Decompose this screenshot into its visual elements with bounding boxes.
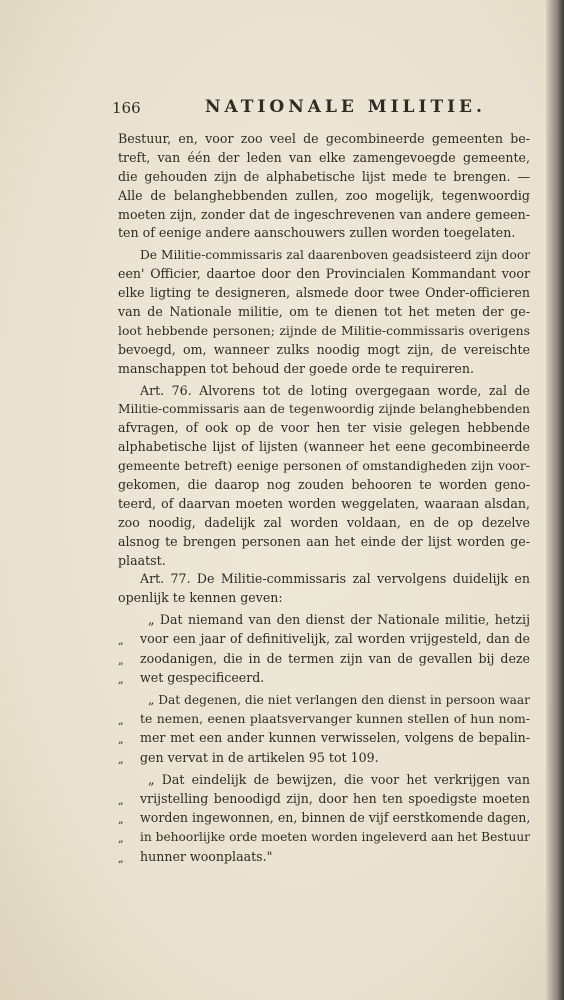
quote-mark: „ — [118, 793, 124, 807]
text-line: Alle de belanghebbenden zullen, zoo mogelijk, tegenwoordig — [118, 187, 530, 203]
text-line: afvragen, of ook op de voor hen ter visie gelegen hebbende — [118, 420, 530, 436]
quote-mark: „ — [118, 752, 124, 766]
text-line: „ Dat eindelijk de bewijzen, die voor het verkrijgen van — [148, 771, 530, 787]
quoted-clause — [118, 771, 530, 867]
text-line: „ mer met een ander kunnen verwisselen, volgens de bepalin- — [118, 729, 530, 748]
quoted-clause — [118, 611, 530, 688]
text-line: „ zoodanigen, die in de termen zijn van de gevallen bij deze — [118, 650, 530, 669]
text-line: teerd, of daarvan moeten worden weggelaten, waaraan alsdan, — [118, 495, 530, 511]
text-line: een' Officier, daartoe door den Provincialen Kommandant voor — [118, 266, 530, 282]
text-line: bevoegd, om, wanneer zulks noodig mogt zijn, de vereischte — [118, 341, 530, 357]
text-line: van de Nationale militie, om te dienen tot het meten der ge- — [118, 304, 530, 320]
text-line: openlijk te kennen geven: — [118, 590, 283, 606]
text-line: „ gen vervat in de artikelen 95 tot 109. — [118, 749, 530, 768]
quote-mark: „ — [118, 653, 124, 667]
text-line: „ hunner woonplaats." — [118, 848, 530, 867]
text-line: Bestuur, en, voor zoo veel de gecombineerde gemeenten be- — [118, 131, 530, 146]
body-text — [118, 130, 530, 867]
text-line: „ te nemen, eenen plaatsvervanger kunnen stellen of hun nom- — [118, 710, 530, 729]
text-line: alphabetische lijst of lijsten (wanneer het eene gecombineerde — [118, 439, 530, 455]
text-line: zoo noodig, dadelijk zal worden voldaan, en de op dezelve — [118, 514, 530, 530]
book-spine-shadow — [546, 0, 564, 1000]
quote-mark: „ — [118, 672, 124, 686]
quote-mark: „ — [118, 634, 124, 648]
text-line: plaatst. — [118, 552, 166, 568]
quote-mark: „ — [118, 714, 124, 728]
text-line: die gehouden zijn de alphabetische lijst mede te brengen. — — [118, 168, 530, 184]
text-line: „ vrijstelling benoodigd zijn, door hen ten spoedigste moeten — [118, 790, 530, 809]
text-line: treft, van één der leden van elke zamengevoegde gemeente, — [118, 149, 530, 165]
quoted-clause — [118, 691, 530, 768]
quote-mark: „ — [118, 733, 124, 747]
text-line: De Militie-commissaris zal daarenboven geadsisteerd zijn door — [140, 248, 530, 263]
text-line: loot hebbende personen; zijnde de Militie-commissaris overigens — [118, 322, 530, 338]
text-line: „ wet gespecificeerd. — [118, 669, 530, 688]
running-header — [112, 97, 486, 123]
page-title: NATIONALE MILITIE. — [205, 97, 486, 117]
page-number: 166 — [112, 99, 141, 117]
text-line: elke ligting te designeren, alsmede door twee Onder-officieren — [118, 285, 530, 301]
paragraph-article-77 — [118, 570, 530, 608]
text-line: „ worden ingewonnen, en, binnen de vijf eerstkomende dagen, — [118, 809, 530, 828]
text-line: „ in behoorlijke orde moeten worden ingeleverd aan het Bestuur — [118, 828, 530, 847]
text-line: Militie-commissaris aan de tegenwoordig zijnde belanghebbenden — [118, 402, 530, 417]
quote-mark: „ — [118, 832, 124, 846]
paragraph-article-76 — [118, 382, 530, 571]
quote-mark: „ — [118, 813, 124, 827]
text-line: ten of eenige andere aanschouwers zullen worden toegelaten. — [118, 225, 516, 241]
text-line: moeten zijn, zonder dat de ingeschrevenen van andere gemeen- — [118, 206, 530, 222]
text-line: manschappen tot behoud der goede orde te requireren. — [118, 360, 475, 376]
text-line: Art. 76. Alvorens tot de loting overgegaan worde, zal de — [140, 382, 530, 398]
text-line: alsnog te brengen personen aan het einde der lijst worden ge- — [118, 533, 530, 549]
text-line: „ voor een jaar of definitivelijk, zal worden vrijgesteld, dan de — [118, 630, 530, 649]
text-line: Art. 77. De Militie-commissaris zal vervolgens duidelijk en — [140, 571, 530, 587]
paragraph — [118, 130, 530, 243]
text-line: „ Dat degenen, die niet verlangen den dienst in persoon waar — [148, 693, 530, 708]
text-line: gemeente betreft) eenige personen of omstandigheden zijn voor- — [118, 458, 530, 474]
text-line: gekomen, die daarop nog zouden behooren te worden geno- — [118, 477, 530, 493]
text-line: „ Dat niemand van den dienst der Nationale militie, hetzij — [148, 612, 530, 628]
quote-mark: „ — [118, 851, 124, 865]
paragraph — [118, 246, 530, 378]
